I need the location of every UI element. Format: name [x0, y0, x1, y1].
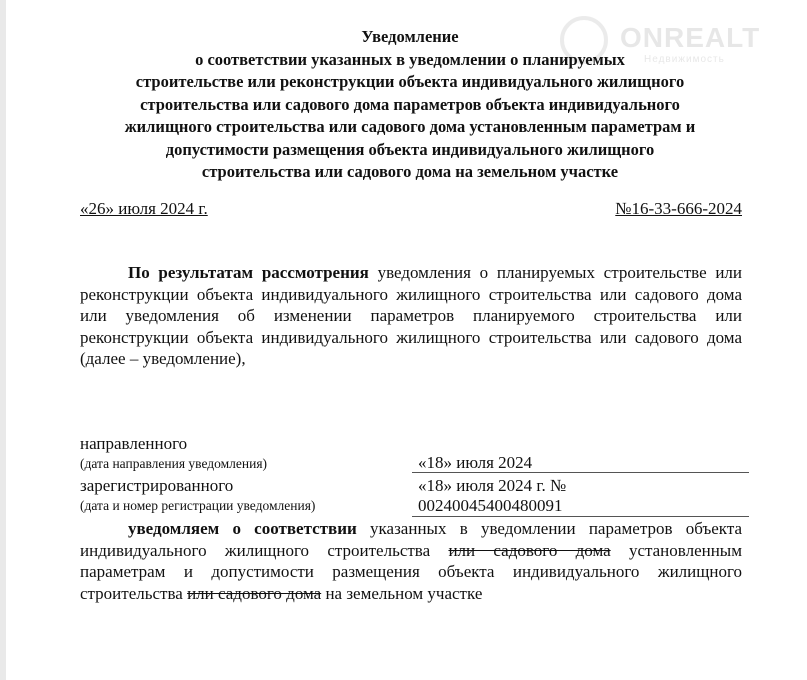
struck-text-2: или садового дома	[187, 583, 322, 603]
title-line: Уведомление	[361, 27, 459, 46]
struck-text-1: или садового дома	[448, 540, 611, 560]
registered-value-line1: «18» июля 2024 г. №	[418, 476, 567, 495]
registered-caption: (дата и номер регистрации уведомления)	[80, 498, 316, 513]
conclusion-text-1: указанных в уведомлении параметров объекта индивидуального жилищного строительства	[80, 519, 743, 560]
registered-underline	[412, 516, 749, 517]
conclusion-lead: уведомляем о соответствии	[128, 519, 357, 538]
title-line: допустимости размещения объекта индивидуального жилищного	[165, 139, 655, 159]
sent-date-value: «18» июля 2024	[418, 453, 533, 472]
conclusion-text-3: на земельном участке	[321, 583, 483, 603]
sent-label: направленного	[80, 434, 188, 453]
conclusion-text-2: установленным параметрам и допустимости размещения объекта индивидуального жилищного строительства	[80, 540, 742, 603]
watermark-brand: ONREALT	[620, 22, 761, 53]
conclusion-paragraph	[80, 518, 742, 604]
sent-caption: (дата направления уведомления)	[80, 456, 268, 471]
page-edge	[0, 0, 6, 680]
title-line: жилищного строительства или садового дома установленным параметрам и	[124, 117, 696, 136]
watermark-tagline: Недвижимость	[644, 54, 725, 65]
document-title	[60, 26, 760, 184]
registered-value-line2: 00240045400480091	[418, 496, 563, 515]
document-date: «26» июля 2024 г.	[80, 199, 208, 218]
intro-text: уведомления о планируемых строительстве или реконструкции объекта индивидуального жилищного строительства или садового дома или уведомления об изменении параметров планируемого строительства или реконструкции объекта индивидуального жилищного строительства или садового дома (далее – уведомление),	[80, 263, 742, 368]
title-line: строительства или садового дома параметров объекта индивидуального	[140, 94, 680, 114]
intro-lead: По результатам рассмотрения	[128, 263, 369, 282]
document-number: №16-33-666-2024	[615, 199, 742, 218]
title-line: о соответствии указанных в уведомлении о планируемых	[195, 49, 625, 69]
intro-paragraph	[80, 262, 742, 370]
registered-label: зарегистрированного	[80, 476, 234, 495]
sent-underline	[412, 472, 749, 473]
title-line: строительстве или реконструкции объекта индивидуального жилищного	[135, 72, 685, 91]
title-line: строительства или садового дома на земельном участке	[201, 162, 619, 181]
